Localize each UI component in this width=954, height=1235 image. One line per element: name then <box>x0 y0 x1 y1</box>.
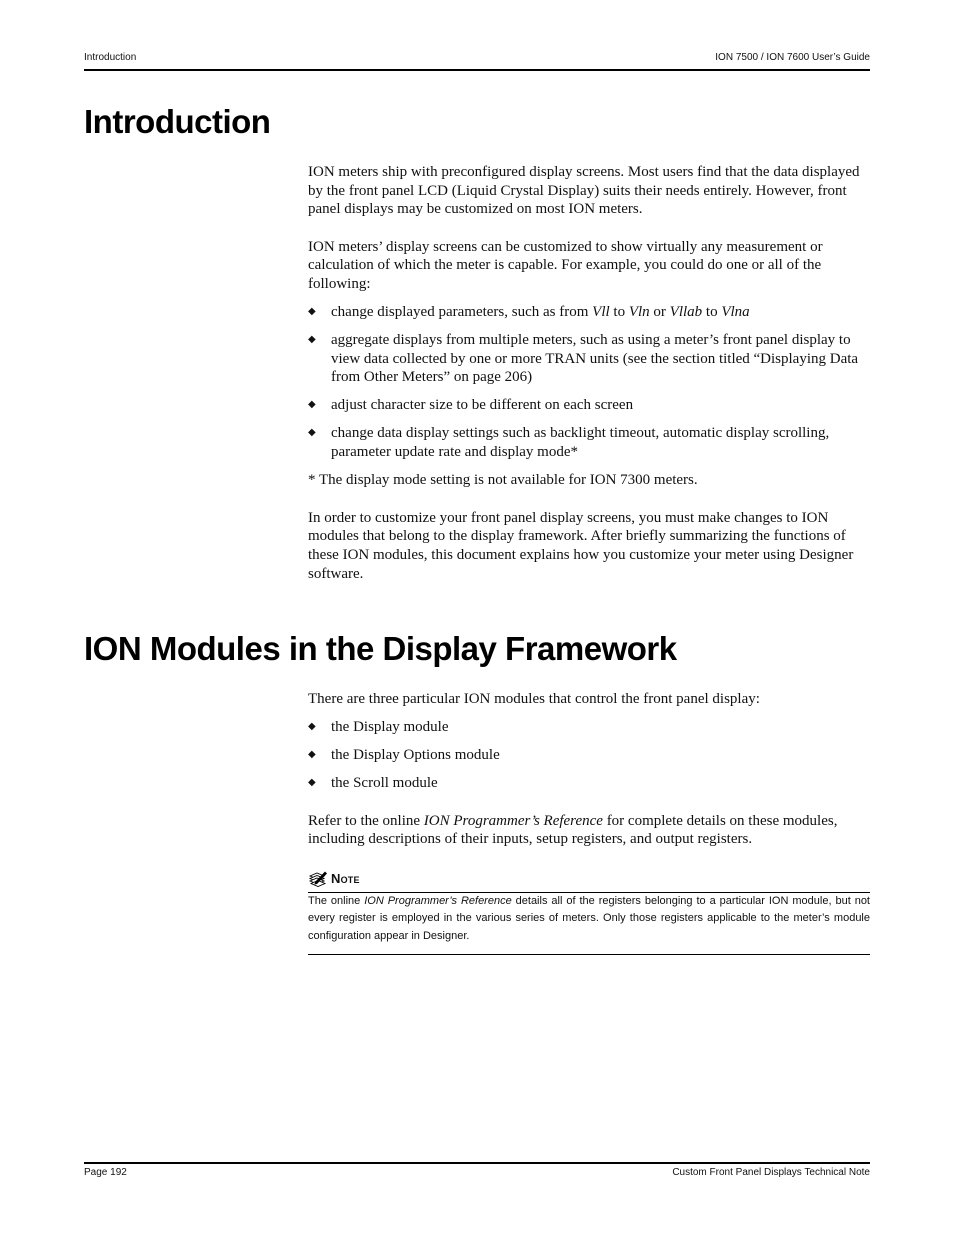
diamond-bullet-icon: ◆ <box>308 720 316 732</box>
list-item: ◆ change data display settings such as backlight timeout, automatic display scrolling, parameter update rate and display mode* <box>308 425 830 460</box>
section-title-introduction: Introduction <box>84 103 271 140</box>
footer-document-title: Custom Front Panel Displays Technical Note <box>672 1167 870 1178</box>
note-text: The online ION Programmer’s Reference details all of the registers belonging to a particular ION module, but not every register is employed in the various series of meters. Only those registers applicable to the meter’s module configuration appear in Designer. <box>308 894 870 942</box>
ion-modules-body <box>308 690 870 955</box>
diamond-bullet-icon: ◆ <box>308 305 316 317</box>
intro-footnote: * The display mode setting is not available for ION 7300 meters. <box>308 472 698 489</box>
note-bottom-rule <box>308 954 870 955</box>
intro-bullet-list <box>308 303 870 461</box>
page-number: Page 192 <box>84 1167 127 1178</box>
running-header <box>84 52 870 70</box>
modules-paragraph-1: There are three particular ION modules that control the front panel display: <box>308 691 760 707</box>
diamond-bullet-icon: ◆ <box>308 748 316 760</box>
list-item: ◆ aggregate displays from multiple meters, such as using a meter’s front panel display to view data collected by one or more TRAN units (see the section titled “Displaying Data from Other Meters” on page 206) <box>308 331 859 386</box>
pen-on-paper-icon <box>308 870 328 888</box>
diamond-bullet-icon: ◆ <box>308 776 316 788</box>
diamond-bullet-icon: ◆ <box>308 399 316 411</box>
modules-bullet-list <box>308 718 870 793</box>
list-item: ◆ change displayed parameters, such as from Vll to Vln or Vllab to Vlna <box>308 303 750 320</box>
note-header <box>308 870 870 890</box>
modules-paragraph-2: Refer to the online ION Programmer’s Reference for complete details on these modules, including descriptions of their inputs, setup registers, and output registers. <box>308 812 838 848</box>
list-item: ◆ adjust character size to be different on each screen <box>308 397 634 414</box>
intro-paragraph-1: ION meters ship with preconfigured display screens. Most users find that the data displayed by the front panel LCD (Liquid Crystal Display) suits their needs entirely. However, front panel displays may be customized on most ION meters. <box>308 164 860 218</box>
header-guide-title: ION 7500 / ION 7600 User’s Guide <box>715 52 870 63</box>
note-box <box>308 870 870 956</box>
footer-rule <box>84 1162 870 1164</box>
diamond-bullet-icon: ◆ <box>308 427 316 439</box>
section-title-ion-modules: ION Modules in the Display Framework <box>84 630 677 667</box>
list-item: ◆ the Scroll module <box>308 774 438 791</box>
header-section-name: Introduction <box>84 52 137 63</box>
running-footer <box>84 1167 870 1185</box>
list-item: ◆ the Display Options module <box>308 746 500 763</box>
diamond-bullet-icon: ◆ <box>308 333 316 345</box>
list-item: ◆ the Display module <box>308 718 449 735</box>
note-label: Note <box>331 870 360 886</box>
introduction-body <box>308 163 870 583</box>
intro-paragraph-3: In order to customize your front panel display screens, you must make changes to ION modules that belong to the display framework. After briefly summarizing the functions of these ION modules, this document explains how you customize your meter using Designer software. <box>308 509 854 582</box>
intro-paragraph-2: ION meters’ display screens can be customized to show virtually any measurement or calculation of which the meter is capable. For example, you could do one or all of the following: <box>308 238 823 292</box>
header-rule <box>84 69 870 71</box>
